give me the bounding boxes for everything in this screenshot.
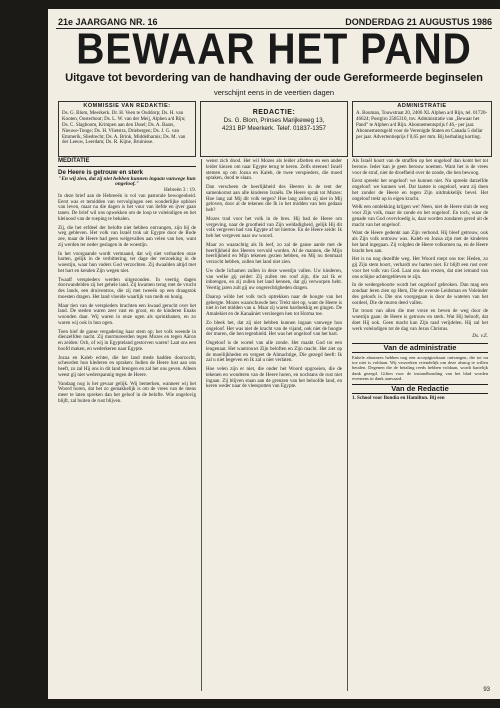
kommissie-text: Ds. G. Blom, Meerkerk. Dr. H. Veen te Ouddorp; Ds. H. van Kooten, Oosterhout; Ds. L. W. van der Meij, Alphen a/d Rijn; Ds. C. Slagboom, Krimpen aan den IJssel; Ds. A. Baars, Nieuwe-Tonge; Ds. H. Vlietstra, Driebergen; Ds. J. G. van Emmerik, Sliedrecht; Ds. A. Brink, Middelharnis; Ds. M. van der Leeuw, Leerdam; Ds. R. Kijne, Bruinisse. bbox=[62, 110, 186, 146]
newspaper-page bbox=[48, 9, 500, 699]
paragraph: Uw dode lichamen zullen in deze woestijn vallen. Uw kinderen, van welke gij zeidet: Zij zullen ten roof zijn, die zal Ik er inbrengen, en zij zullen het land kennen, dat gij verworpen hebt. Veertig jaren zult gij uw ongerechtigheden dragen. bbox=[206, 267, 342, 291]
article-title: De Heere is getrouw en sterk bbox=[58, 168, 143, 176]
masthead-title: BEWAAR HET PAND bbox=[76, 25, 472, 74]
redactie-box bbox=[200, 101, 348, 157]
page-number: 93 bbox=[483, 687, 490, 693]
paragraph: Mozes trad voor het volk in de bres. Hij bad de Heere om vergeving, naar de grootheid van Zijn weldadigheid, gelijk Hij dit volk vergeven had van Egypte af tot hiertoe. En de Heere zeide: Ik heb het vergeven naar uw woord. bbox=[206, 215, 342, 239]
redactie-heading: REDACTIE: bbox=[252, 109, 296, 116]
paragraph: Toen hief de ganse vergadering haar stem op; het volk weende in dienzelfden nacht. Zij murmureerden tegen Mozes en tegen Aäron en zeiden: Och, of wij in Egypteland gestorven waren! Laat ons een hoofd maken, en wederkeren naar Egypte. bbox=[58, 328, 196, 352]
administratie-heading: ADMINISTRATIE bbox=[397, 103, 447, 109]
paragraph: Het is nu nog dezelfde weg. Het Woord roept ons toe: Heden, zo gij Zijn stem hoort, verhardt uw harten niet. Er blijft een rust over voor het volk van God. Laat ons dan vrezen, dat niet iemand van ons schijne achtergebleven te zijn. bbox=[352, 256, 488, 280]
editorial-heading: Van de Redactie bbox=[352, 384, 488, 394]
redactie-line-1: Ds. G. Blom, Prinses Marijkeweg 13, bbox=[223, 116, 325, 124]
paragraph: Ongeloof is de wortel van alle zonde. Het maakt God tot een leugenaar. Het wantrouwt Zijn beloften en Zijn macht. Het ziet op de moeilijkheden en vergeet de Almachtige, Die gezegd heeft: Ik zal u niet begeven en Ik zal u niet verlaten. bbox=[206, 340, 342, 364]
paragraph: Dan verscheen de heerlijkheid des Heeren in de tent der samenkomst aan alle kinderen Israëls. De Heere sprak tot Mozes: Hoe lang zal Mij dit volk tergen? Hoe lang zullen zij niet in Mij geloven, door al de tekenen die Ik in het midden van hen gedaan heb? bbox=[206, 184, 342, 213]
administration-heading: Van de administratie bbox=[352, 343, 488, 353]
paragraph: Want de Heere gedenkt aan Zijn verbond. Hij bleef getrouw, ook als Zijn volk ontrouw was. Kaleb en Jozua zijn met de kinderen het land ingegaan. Zij volgden de Heere volkomen na, en de Heere bracht hen aan. bbox=[352, 230, 488, 254]
paragraph: Twaalf verspieders werden uitgezonden. In veertig dagen doorwandelden zij het gehele land. Zij kwamen terug met de vrucht des lands, een druiventros, die zij met tweeën op een draagstok moesten dragen. Het land vloeide waarlijk van melk en honig. bbox=[58, 276, 196, 300]
kommissie-heading: KOMMISSIE VAN REDAKTIE: bbox=[83, 103, 171, 109]
administratie-box bbox=[352, 101, 492, 157]
issue-number: 21e JAARGANG NR. 16 bbox=[58, 17, 158, 27]
paragraph: wenst zich dood. Het wil Mozes als leider afzetten en een ander leider kiezen om naar Egypte terug te keren. Zelfs steenen! Israël stemen op om Jozua en Kaleb, de twee verspieders, die moed spraken, dood te slaan. bbox=[206, 158, 342, 182]
paragraph: Eerst spreekt het ongeloof: we kunnen niet. Nu spreekt datzelfde ongeloof: we kunnen wel. Dat laatste is ongeloof, want zij doen het zonder de Heere en tegen Zijn uitdrukkelijk bevel. Het ongeloof trekt op in eigen kracht. bbox=[352, 178, 488, 202]
redactie-line-2: 4231 BP Meerkerk. Telef. 01837-1357 bbox=[222, 124, 326, 132]
paragraph: In het voorgaande wordt vermaand, dat wij niet verharden onze harten, gelijk in de verbittering, ter dage der verzoeking in de woestijn, waar hun vaders God verzochten. Zij dwaalden altijd met het hart en kenden Zijn wegen niet. bbox=[58, 250, 196, 274]
paragraph: Jozua en Kaleb echter, die het land mede hadden doorzocht, scheurden hun klederen en spraken: Indien de Heere lust aan ons heeft, zo zal Hij ons in dit land brengen en zal het ons geven. Alleen weest gij niet wederspannig tegen de Heere. bbox=[58, 354, 196, 378]
editorial-line: 1. School voor Bondia en Hamilton. Bij een bbox=[352, 394, 445, 401]
paragraph: Tot troost van allen die met vreze en beven de weg door de woestijn gaan: de Heere is getrouw en sterk. Wat Hij belooft, dat doet Hij ook. Geen macht kan Zijn raad verijdelen. Hij zal het werk voleindigen tot de dag van Jezus Christus. bbox=[352, 308, 488, 332]
article-column-3 bbox=[352, 159, 488, 402]
publication-frequency: verschijnt eens in de veertien dagen bbox=[213, 88, 335, 97]
meditatie-label: MEDITATIE bbox=[58, 159, 196, 167]
paragraph: In deze brief aan de Hebreeën is vol van pastorale bewogenheid. Eerst was er temidden van vervolgingen een wonderlijke opbloei van leven, maar na die dagen is het vuur van liefde en ijver gaan tanen. De brief wil ons opwekken om de loop te voleindigen en het kleinood van de roeping te behalen. bbox=[58, 192, 196, 222]
paragraph: Hoe velen zijn er niet, die onder het Woord opgroeien, die de tekenen en wonderen van de Heere horen, en nochtans de rust niet ingaan. Zij blijven staan aan de grenzen van het beloofde land, en keren weder naar de vleespotten van Egypte. bbox=[206, 366, 342, 390]
issue-date: DONDERDAG 21 AUGUSTUS 1986 bbox=[345, 17, 492, 27]
paragraph: Maar zo waarachtig als Ik leef, zo zal de ganse aarde met de heerlijkheid des Heeren vervuld worden. Al de mannen, die Mijn heerlijkheid en Mijn tekenen gezien hebben, en Mij nu tienmaal verzocht hebben, zullen het land niet zien. bbox=[206, 241, 342, 265]
column-divider bbox=[347, 159, 348, 691]
paragraph: In de wedergeboorte wordt het ongeloof gebroken. Dan mag een zondaar leren zien op Hem, Die de overste Leidsman en Voleinder des geloofs is. Die ons voorgegaan is door de wateren van het oordeel, Die de muren deed vallen. bbox=[352, 282, 488, 306]
paragraph: Zo bleek het, dat zij niet hebben kunnen ingaan vanwege hun ongeloof. Het was niet de kracht van de vijand, ook niet de hoogte der muren, die hen tegenhield. Het was het ongeloof van het hart. bbox=[206, 319, 342, 338]
column-divider bbox=[201, 159, 202, 691]
author-signature: Ds. v.Z. bbox=[472, 333, 488, 340]
kommissie-box bbox=[58, 101, 196, 157]
scripture-reference: Hebreën 3 : 19. bbox=[164, 187, 196, 193]
masthead-subtitle: Uitgave tot bevordering van de handhaving der oude Gereformeerde beginselen bbox=[65, 72, 483, 84]
administration-notice: Enkele abonnees hebben nog een acceptgirokaart ontvangen, die tot nu toe niet is voldaan. Wij verzoeken vriendelijk om deze alsnog te willen betalen. Degenen die de betaling reeds hebben voldaan, wordt hartelijk dank gezegd. Giften voor de instandhouding van het blad worden eveneens in dank aanvaard. bbox=[352, 354, 488, 381]
paragraph: Welk een ontdekking krijgen we! Neen, niet de Heere sluit de weg voor Zijn volk, maar de zonde en het ongeloof. En toch, waar de genade van God overvloedig is, daar worden zondaren gered uit de macht van het ongeloof. bbox=[352, 204, 488, 228]
paragraph: Maar tien van de verspieders brachten een kwaad gerucht over het land. De steden waren zeer vast en groot, en de kinderen Enaks woonden daar. Wij waren in onze ogen als sprinkhanen, en zo waren wij ook in hun ogen. bbox=[58, 302, 196, 326]
article-column-2 bbox=[206, 159, 342, 390]
administratie-text: A. Bouman, Touwstraat 20, 2406 XL Alphen a/d Rijn, tel. 01720-46624; Postgiro 2585310, tnv. Administratie van „Bewaar het Pand” te Alphen a/d Rijn. Abonnementsprijs f 46,- per jaar. Abonnementsgeld voor de Verenigde Staten en Canada 5 dollar per jaar. Advertentieprijs f 0,65 per mm. Bij herhaling korting. bbox=[356, 110, 488, 140]
meditation-column bbox=[58, 159, 196, 405]
paragraph: Zij, die het erfdeel der belofte niet hebben ontvangen, zijn bij de weg gebleven. Het volk van Israël trok uit Egypte door de Rode zee, maar de Heere had geen welgevallen aan velen van hen, want zij werden ter neder geslagen in de woestijn. bbox=[58, 224, 196, 248]
paragraph: Vandaag nog is het gevaar gelijk. Wij bemerken, wanneer wij het Woord horen, dat het zo gemakkelijk is om de vrees van de mens meer te laten spreken dan het geloof in de belofte. Wie ongelovig blijft, zal buiten de rust blijven. bbox=[58, 380, 196, 404]
paragraph: Daarop wilde het volk toch optrekken naar de hoogte van het gebergte. Mozes waarschuwde hen: Trekt niet op, want de Heere is niet in het midden van u. Maar zij waren hardnekkig en gingen. De Amalekiet en de Kanaäniet versloegen hen tot Horma toe. bbox=[206, 293, 342, 317]
paragraph: Als Israël hoort van de straffen op het ongeloof dan komt het tot berouw. Ieder kan je geen berouw noemen. Want het is de vrees voor de straf, niet de droefheid over de zonde, die hen bewoog. bbox=[352, 158, 488, 176]
scripture-quote: "En wij zien, dat zij niet hebben kunnen ingaan vanwege hun ongeloof." bbox=[58, 175, 196, 188]
